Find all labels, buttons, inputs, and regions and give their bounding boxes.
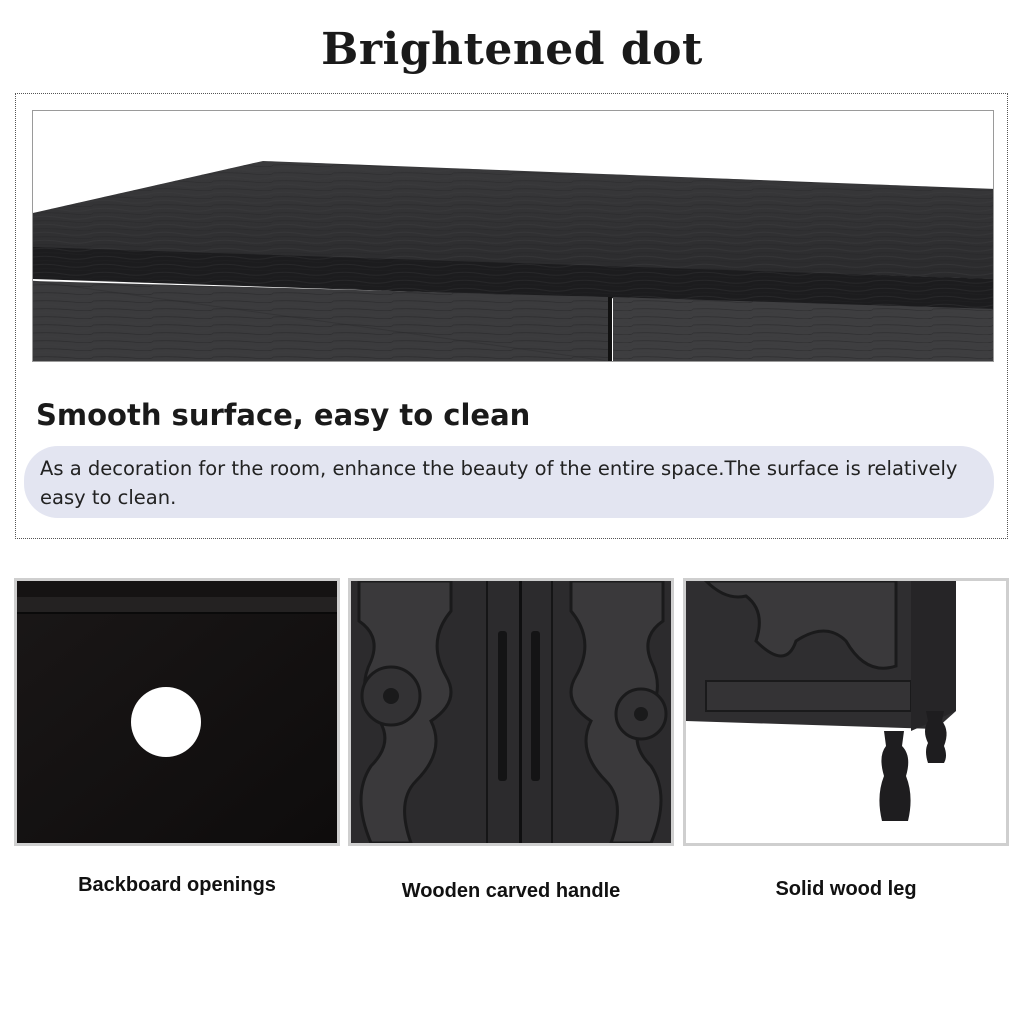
page-title: Brightened dot: [321, 24, 703, 75]
caption-solid-wood-leg: Solid wood leg: [775, 878, 917, 900]
caption-backboard-openings: Backboard openings: [78, 874, 276, 896]
feature-heading: Smooth surface, easy to clean: [36, 398, 531, 432]
feature-description: As a decoration for the room, enhance the beauty of the entire space.The surface is relatively easy to clean.: [24, 446, 994, 518]
caption-wooden-carved-handle: Wooden carved handle: [401, 880, 621, 902]
tabletop-photo: [32, 110, 994, 362]
feature-panel: [15, 93, 1008, 539]
carved-handle-photo: [348, 578, 674, 846]
wood-leg-photo: [683, 578, 1009, 846]
backboard-opening-photo: [14, 578, 340, 846]
